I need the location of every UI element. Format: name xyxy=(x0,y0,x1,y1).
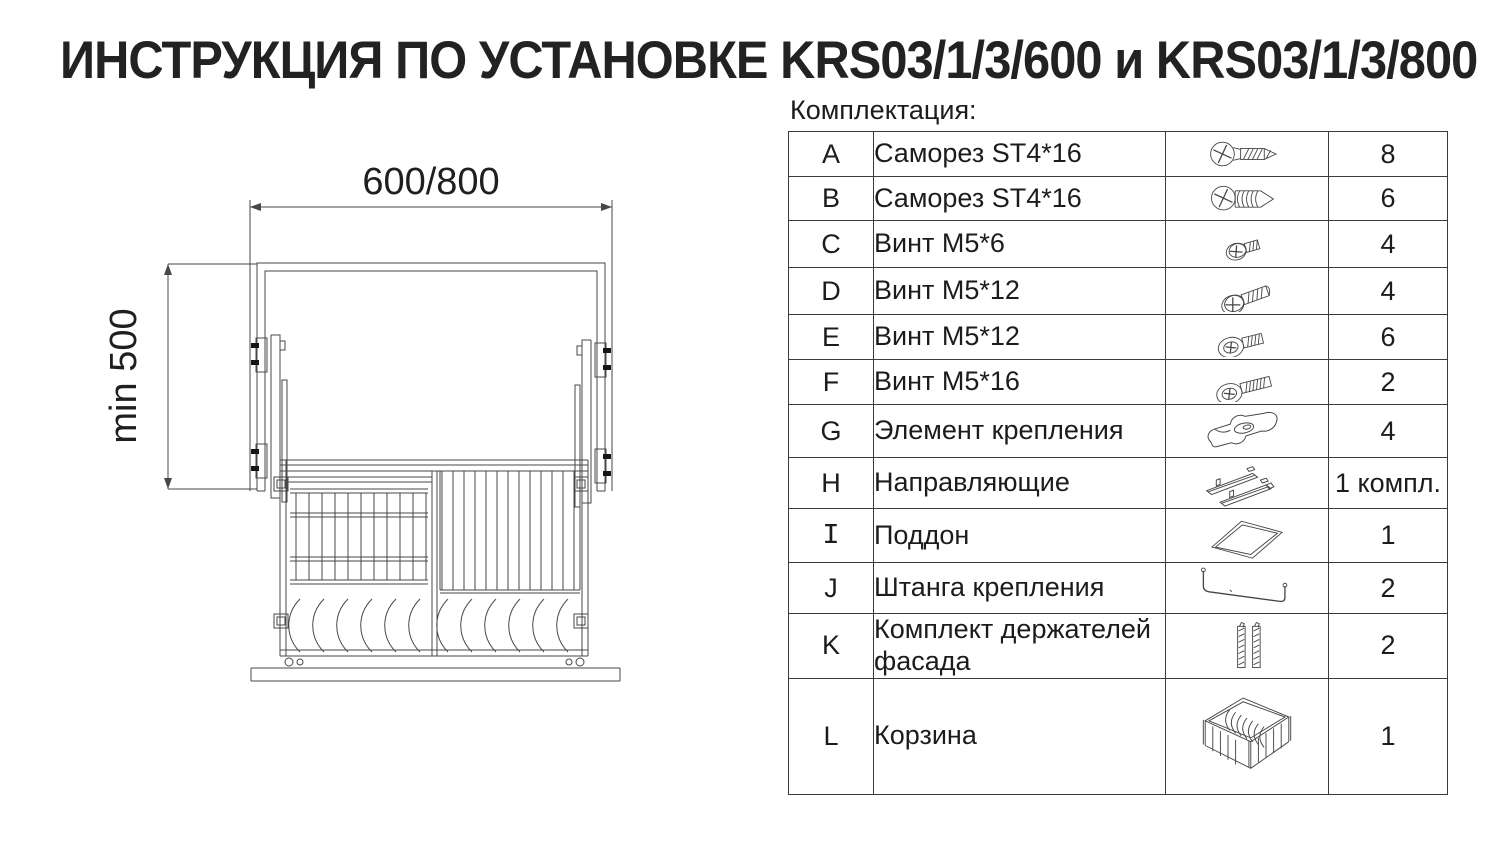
part-name: Элемент крепления xyxy=(874,405,1166,458)
flat-head-self-tapping-screw-icon xyxy=(1205,134,1289,174)
basket-drawing xyxy=(274,460,588,666)
part-name: Направляющие xyxy=(874,458,1166,509)
part-qty: 1 компл. xyxy=(1329,458,1448,509)
part-icon-cell xyxy=(1166,268,1329,315)
part-qty: 4 xyxy=(1329,405,1448,458)
part-letter: I xyxy=(789,509,874,563)
part-qty: 2 xyxy=(1329,563,1448,614)
facade-holder-set-icon xyxy=(1217,618,1277,674)
part-letter: E xyxy=(789,315,874,360)
table-row xyxy=(789,458,1448,509)
mounting-rod-icon xyxy=(1192,565,1302,611)
part-name: Винт M5*12 xyxy=(874,315,1166,360)
flange-machine-screw-long-icon xyxy=(1205,362,1289,402)
part-letter: A xyxy=(789,132,874,177)
part-icon-cell xyxy=(1166,458,1329,509)
part-name: Винт M5*12 xyxy=(874,268,1166,315)
table-row xyxy=(789,177,1448,221)
table-row xyxy=(789,509,1448,563)
part-icon-cell xyxy=(1166,360,1329,405)
cabinet-outline xyxy=(257,263,605,491)
part-name: Винт M5*6 xyxy=(874,221,1166,268)
parts-table-heading: Комплектация: xyxy=(790,95,977,125)
part-letter: D xyxy=(789,268,874,315)
part-qty: 2 xyxy=(1329,360,1448,405)
part-qty: 4 xyxy=(1329,221,1448,268)
flange-machine-screw-icon xyxy=(1205,317,1289,357)
table-row xyxy=(789,221,1448,268)
table-row xyxy=(789,614,1448,679)
table-row xyxy=(789,360,1448,405)
part-name: Корзина xyxy=(874,678,1166,794)
part-letter: H xyxy=(789,458,874,509)
wire-basket-icon xyxy=(1190,686,1304,786)
part-qty: 6 xyxy=(1329,315,1448,360)
part-qty: 6 xyxy=(1329,177,1448,221)
part-qty: 8 xyxy=(1329,132,1448,177)
table-row xyxy=(789,132,1448,177)
mounting-bracket-icon xyxy=(1202,408,1292,454)
part-letter: G xyxy=(789,405,874,458)
table-row xyxy=(789,678,1448,794)
width-dimension xyxy=(250,161,612,491)
machine-screw-medium-icon xyxy=(1205,270,1289,312)
width-dimension-label: 600/800 xyxy=(362,161,500,203)
part-letter: C xyxy=(789,221,874,268)
drawer-slides-icon xyxy=(1197,459,1297,507)
page-title: ИНСТРУКЦИЯ ПО УСТАНОВКЕ KRS03/1/3/600 и KRS03/1/3/800 xyxy=(60,31,1478,90)
part-icon-cell xyxy=(1166,678,1329,794)
part-icon-cell xyxy=(1166,563,1329,614)
part-letter: B xyxy=(789,177,874,221)
part-icon-cell xyxy=(1166,177,1329,221)
part-name: Штанга крепления xyxy=(874,563,1166,614)
part-icon-cell xyxy=(1166,132,1329,177)
height-dimension-label: min 500 xyxy=(103,308,145,444)
cabinet-drawing xyxy=(90,130,740,830)
part-name: Комплект держателей фасада xyxy=(874,614,1166,679)
height-dimension xyxy=(103,264,257,489)
part-name: Винт M5*16 xyxy=(874,360,1166,405)
part-letter: F xyxy=(789,360,874,405)
part-qty: 4 xyxy=(1329,268,1448,315)
machine-screw-short-icon xyxy=(1205,224,1289,264)
table-row xyxy=(789,405,1448,458)
part-icon-cell xyxy=(1166,221,1329,268)
table-row xyxy=(789,268,1448,315)
part-name: Саморез ST4*16 xyxy=(874,177,1166,221)
part-icon-cell xyxy=(1166,405,1329,458)
part-qty: 1 xyxy=(1329,678,1448,794)
part-icon-cell xyxy=(1166,614,1329,679)
table-row xyxy=(789,315,1448,360)
part-letter: L xyxy=(789,678,874,794)
table-row xyxy=(789,563,1448,614)
parts-table xyxy=(788,131,1448,795)
part-name: Поддон xyxy=(874,509,1166,563)
part-letter: K xyxy=(789,614,874,679)
part-name: Саморез ST4*16 xyxy=(874,132,1166,177)
pan-head-self-tapping-screw-icon xyxy=(1205,179,1289,219)
part-icon-cell xyxy=(1166,509,1329,563)
installation-diagram xyxy=(90,130,740,830)
part-letter: J xyxy=(789,563,874,614)
plinth-board xyxy=(251,668,620,681)
part-qty: 1 xyxy=(1329,509,1448,563)
part-icon-cell xyxy=(1166,315,1329,360)
part-qty: 2 xyxy=(1329,614,1448,679)
drip-tray-icon xyxy=(1202,512,1292,560)
